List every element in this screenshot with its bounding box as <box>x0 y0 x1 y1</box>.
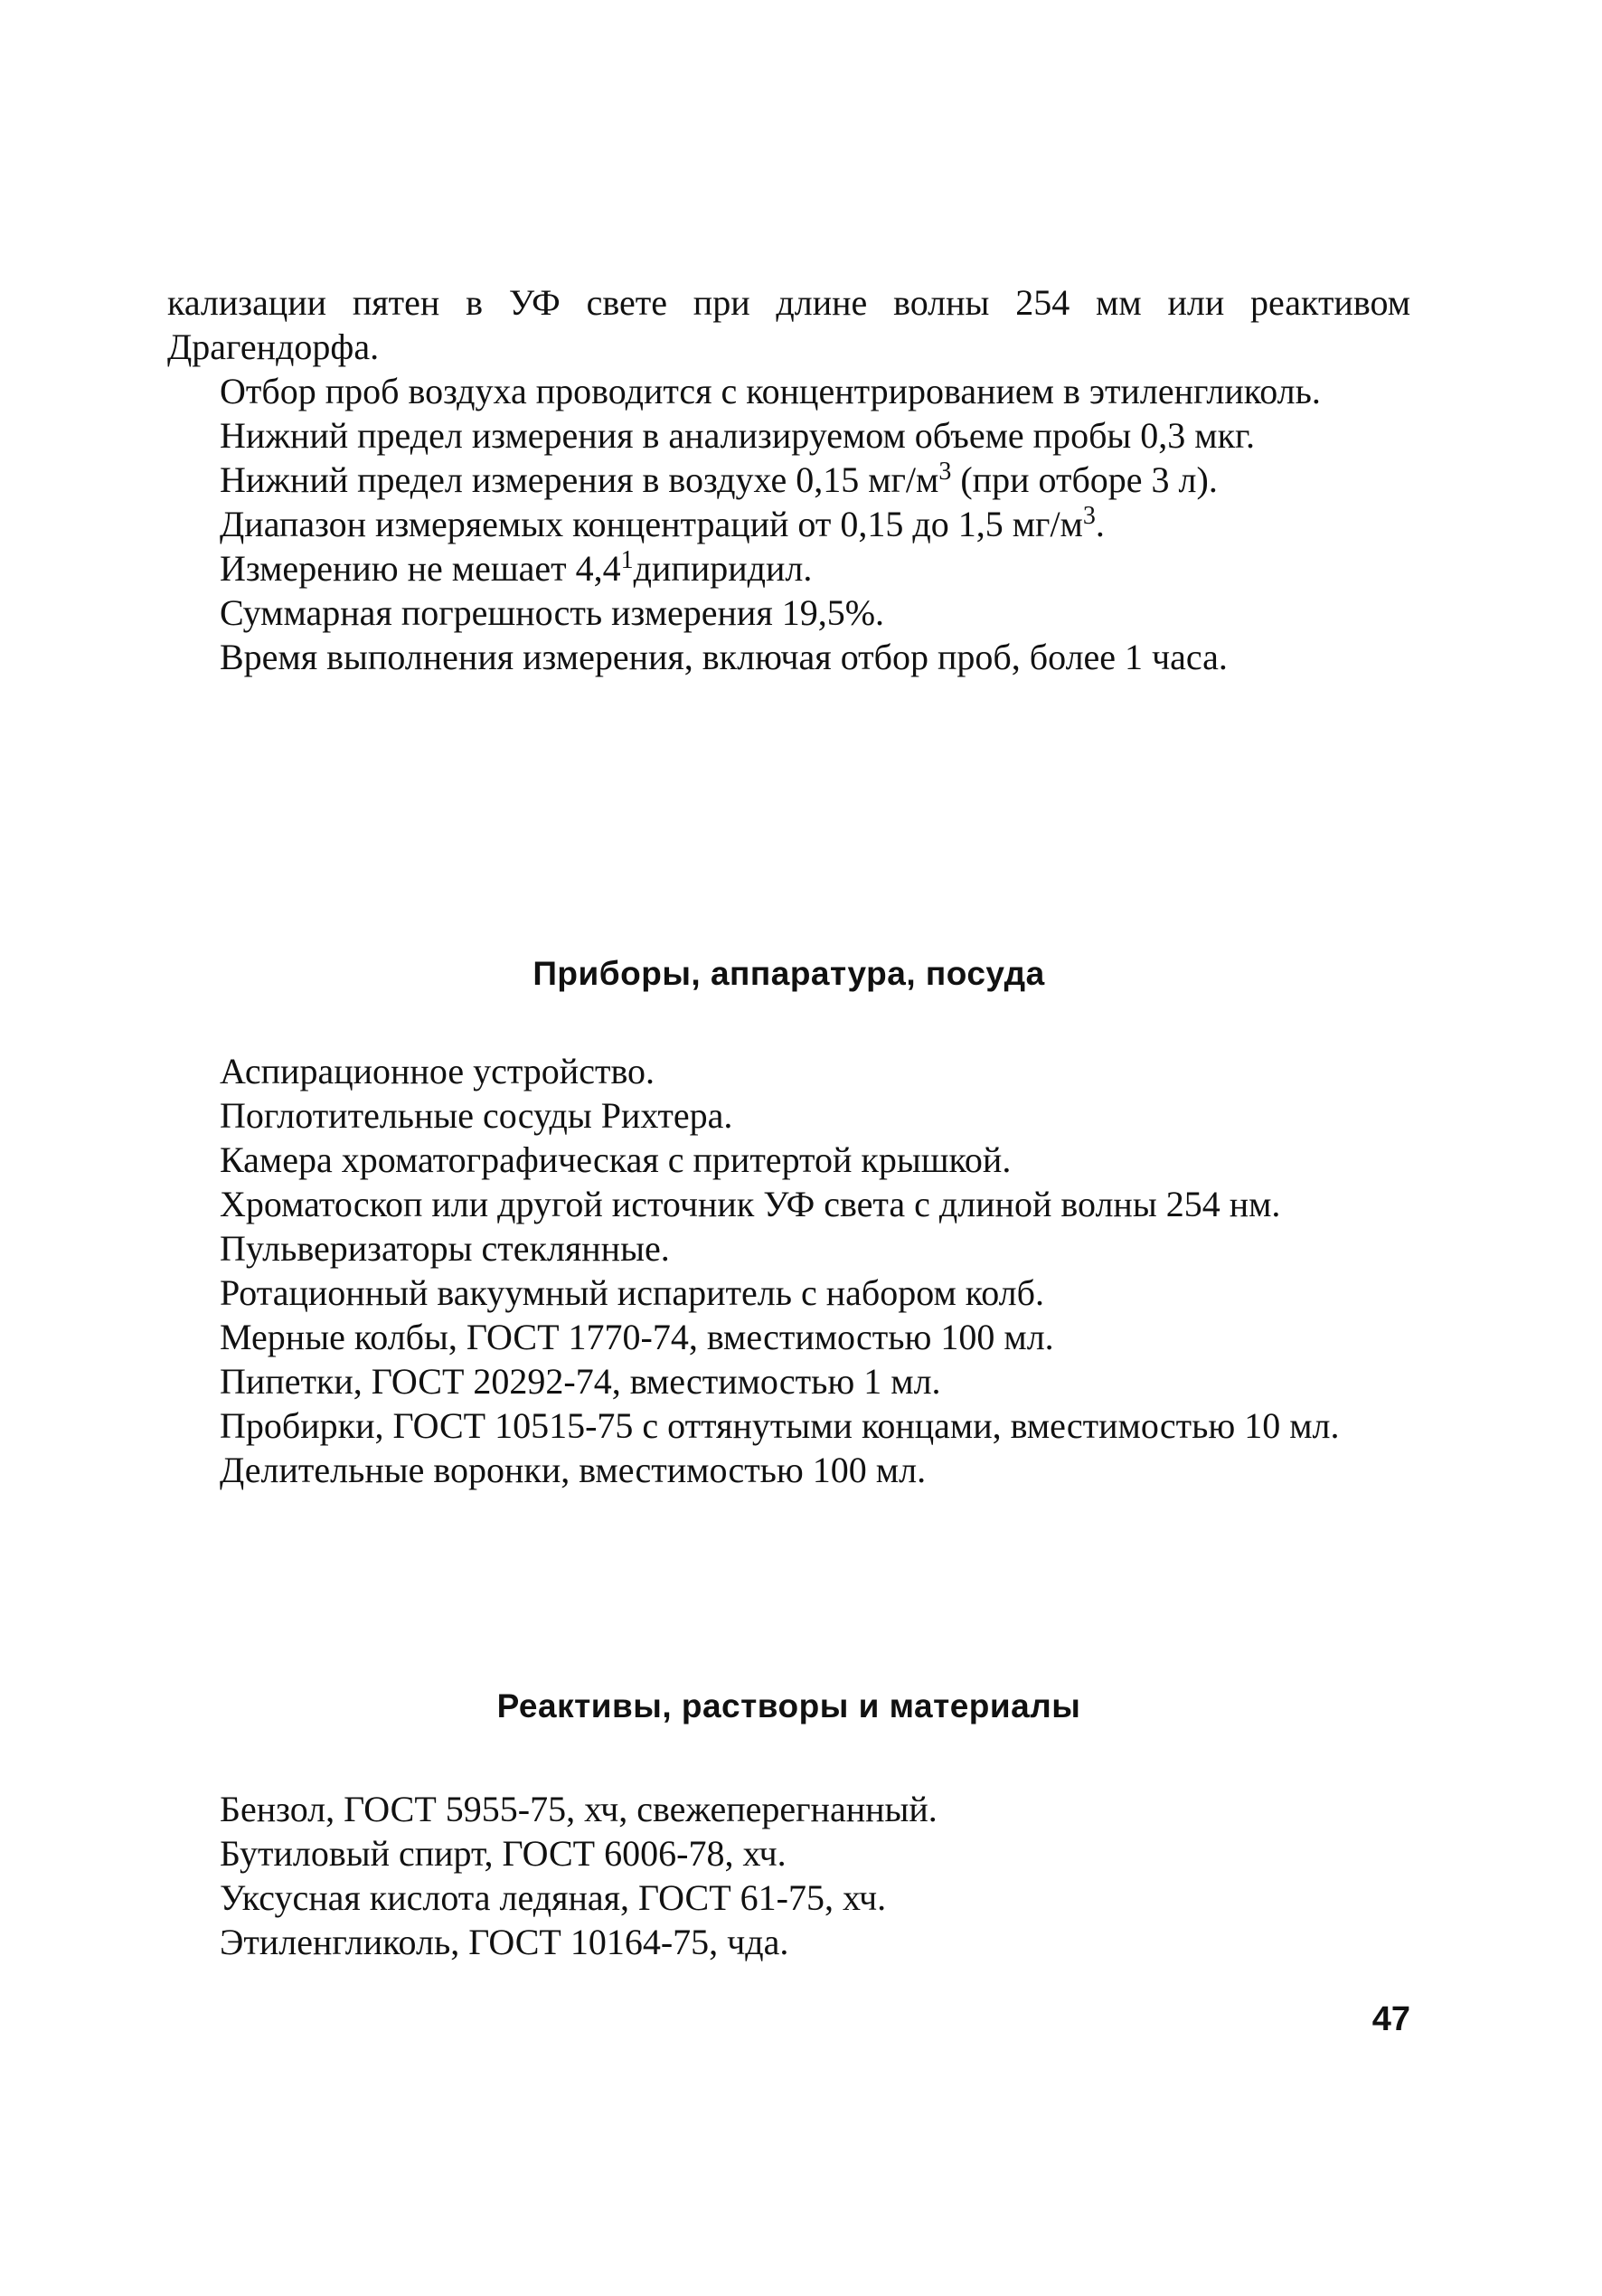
list-item: Пробирки, ГОСТ 10515-75 с оттянутыми концами, вместимостью 10 мл. <box>220 1405 1340 1446</box>
intro-paragraph-1: кализации пятен в УФ свете при длине волны 254 мм или реактивом Драгендорфа. <box>167 282 1410 367</box>
text-run: (при отборе 3 л). <box>951 459 1218 500</box>
list-item: Камера хроматографическая с притертой крышкой. <box>220 1139 1012 1180</box>
list-item: Ротационный вакуумный испаритель с набором колб. <box>220 1272 1044 1313</box>
list-item: Бутиловый спирт, ГОСТ 6006-78, хч. <box>220 1833 787 1874</box>
intro-paragraph-5 <box>167 502 1410 546</box>
text-run: Нижний предел измерения в воздухе 0,15 мг/м <box>220 459 939 500</box>
superscript: 1 <box>620 546 634 574</box>
list-item: Этиленгликоль, ГОСТ 10164-75, чда. <box>220 1922 789 1962</box>
list-item: Аспирационное устройство. <box>220 1051 655 1091</box>
intro-paragraph-2: Отбор проб воздуха проводится с концентрированием в этиленгликоль. <box>220 371 1321 411</box>
equipment-list <box>167 1049 1410 1492</box>
intro-paragraph-7: Суммарная погрешность измерения 19,5%. <box>220 592 885 633</box>
intro-section <box>167 280 1410 679</box>
section-heading-equipment: Приборы, аппаратура, посуда <box>532 955 1045 992</box>
intro-paragraph-6 <box>167 546 1410 591</box>
list-item: Бензол, ГОСТ 5955-75, хч, свежеперегнанный. <box>220 1789 938 1829</box>
text-run: Измерению не мешает 4,4 <box>220 548 621 589</box>
text-run: . <box>1095 504 1105 544</box>
text-run: Диапазон измеряемых концентраций от 0,15 до 1,5 мг/м <box>220 504 1083 544</box>
list-item: Пипетки, ГОСТ 20292-74, вместимостью 1 мл. <box>220 1361 941 1402</box>
superscript: 3 <box>1082 502 1096 530</box>
intro-paragraph-3: Нижний предел измерения в анализируемом объеме пробы 0,3 мкг. <box>220 415 1255 456</box>
list-item: Хроматоскоп или другой источник УФ света с длиной волны 254 нм. <box>220 1184 1281 1224</box>
reagents-list <box>167 1787 1410 1964</box>
superscript: 3 <box>938 458 952 486</box>
list-item: Пульверизаторы стеклянные. <box>220 1228 670 1269</box>
intro-paragraph-8: Время выполнения измерения, включая отбор проб, более 1 часа. <box>220 637 1228 677</box>
section-heading-reagents: Реактивы, растворы и материалы <box>496 1687 1081 1724</box>
list-item: Поглотительные сосуды Рихтера. <box>220 1095 733 1136</box>
text-run: дипиридил. <box>633 548 813 589</box>
list-item: Мерные колбы, ГОСТ 1770-74, вместимостью 100 мл. <box>220 1317 1054 1357</box>
list-item: Делительные воронки, вместимостью 100 мл. <box>220 1450 927 1490</box>
list-item: Уксусная кислота ледяная, ГОСТ 61-75, хч. <box>220 1877 887 1918</box>
intro-paragraph-4 <box>167 458 1410 502</box>
page-number: 47 <box>1371 2000 1410 2038</box>
